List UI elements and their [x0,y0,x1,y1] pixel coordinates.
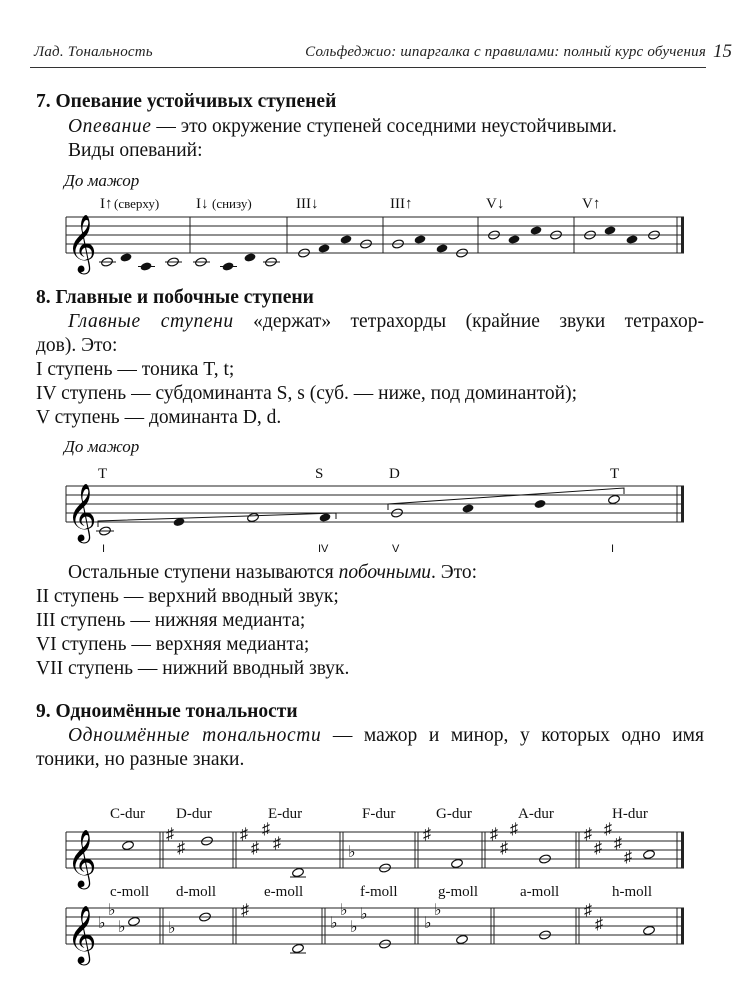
term-pobochnye: побочными [338,562,432,583]
treble-clef-icon: 𝄞 [67,215,97,271]
term-glavnye: Главные ступени [68,311,234,332]
sharp-icon: ♯ [251,840,259,857]
flat-icon: ♭ [360,906,368,923]
section-8-line-2: дов). Это: [36,335,118,356]
sharp-icon: ♯ [500,840,508,857]
flat-icon: ♭ [108,902,116,919]
section-7-definition: Опевание — это окружение ступеней соседними неустойчивыми. [68,116,617,137]
treble-clef-icon-4: 𝄞 [67,906,97,962]
sharp-icon: ♯ [273,835,281,852]
degree-iv: IV [318,543,329,555]
sharp-icon: ♯ [241,902,249,919]
label-iii-up: III↑ [390,196,413,212]
key-f-dur: F-dur [362,806,396,822]
flat-icon: ♭ [330,915,338,932]
sharp-icon: ♯ [240,826,248,843]
sharp-icon: ♯ [262,821,270,838]
sharp-icon: ♯ [604,821,612,838]
flat-icon: ♭ [424,915,432,932]
key-a-dur: A-dur [518,806,554,822]
term-odnoimennye: Одноимённые тональности [68,725,322,746]
staff-key-title: До мажор [64,171,140,190]
key-f-moll: f-moll [360,884,398,900]
section-8-tonic: I ступень — тоника T, t; [36,359,235,380]
section-8-title: 8. Главные и побочные ступени [36,287,314,308]
label-sverhu: (сверху) [114,196,160,211]
key-g-moll: g-moll [438,884,478,900]
degree-i-2: I [611,543,615,555]
key-a-moll: a-moll [520,884,560,900]
section-8-dominant: V ступень — доминанта D, d. [36,407,282,428]
flat-icon: ♭ [118,919,126,936]
treble-clef-icon-3: 𝄞 [67,830,97,886]
key-c-moll: c-moll [110,884,150,900]
key-d-moll: d-moll [176,884,216,900]
function-d: D [389,466,400,482]
secondary-degree-iii: III ступень — нижняя медианта; [36,610,306,631]
secondary-degree-vii: VII ступень — нижний вводный звук. [36,658,350,679]
label-i-down: I↓ [196,196,209,212]
label-v-up: V↑ [582,196,601,212]
section-9-line-1: Одноимённые тональности — мажор и минор, у которых одно имя [68,725,704,746]
staff-main-degrees [0,432,752,562]
section-7-title: 7. Опевание устойчивых ступеней [36,91,337,112]
flat-icon: ♭ [348,844,356,861]
sharp-icon: ♯ [166,826,174,843]
secondary-degree-ii: II ступень — верхний вводный звук; [36,586,339,607]
sharp-icon: ♯ [510,821,518,838]
key-h-moll: h-moll [612,884,652,900]
sharp-icon: ♯ [595,916,603,933]
function-t-2: T [610,466,620,482]
running-header-left: Лад. Тональность [34,44,153,60]
degree-v: V [392,543,400,555]
label-i-up: I↑ [100,196,113,212]
sharp-icon: ♯ [624,849,632,866]
staff-key-title-2: До мажор [64,437,140,456]
flat-icon: ♭ [350,919,358,936]
key-e-moll: e-moll [264,884,304,900]
section-9-title: 9. Одноимённые тональности [36,701,298,722]
staff-parallel-keys [0,800,752,1000]
label-snizu: (снизу) [212,196,252,211]
section-7-kinds: Виды опеваний: [68,140,203,161]
sharp-icon: ♯ [584,826,592,843]
sharp-icon: ♯ [584,902,592,919]
treble-clef-icon-2: 𝄞 [67,484,97,540]
term-opevanie: Опевание [68,116,152,137]
key-g-dur: G-dur [436,806,472,822]
function-t-1: T [98,466,108,482]
secondary-degree-vi: VI ступень — верхняя медианта; [36,634,310,655]
sharp-icon: ♯ [614,835,622,852]
sharp-icon: ♯ [594,840,602,857]
section-8-line-1: Главные ступени «держат» тетрахорды (крайние звуки тетрахор- [68,311,705,332]
degree-i-1: I [102,543,106,555]
page-number: 15 [713,41,732,62]
flat-icon: ♭ [168,920,176,937]
sharp-icon: ♯ [423,826,431,843]
sharp-icon: ♯ [490,826,498,843]
label-v-down: V↓ [486,196,505,212]
flat-icon: ♭ [434,902,442,919]
key-d-dur: D-dur [176,806,212,822]
staff-opevanie [0,168,752,271]
key-c-dur: C-dur [110,806,145,822]
flat-icon: ♭ [340,902,348,919]
header-rule [30,67,706,68]
section-8-secondary-intro: Остальные ступени называются побочными. Это: [68,562,478,583]
running-header-right: Сольфеджио: шпаргалка с правилами: полный курс обучения [305,44,706,60]
section-8-subdominant: IV ступень — субдоминанта S, s (суб. — ниже, под доминантой); [36,383,578,404]
function-s: S [315,466,324,482]
sharp-icon: ♯ [177,840,185,857]
key-h-dur: H-dur [612,806,648,822]
flat-icon: ♭ [98,915,106,932]
section-9-line-2: тоники, но разные знаки. [36,749,245,770]
key-e-dur: E-dur [268,806,303,822]
label-iii-down: III↓ [296,196,319,212]
